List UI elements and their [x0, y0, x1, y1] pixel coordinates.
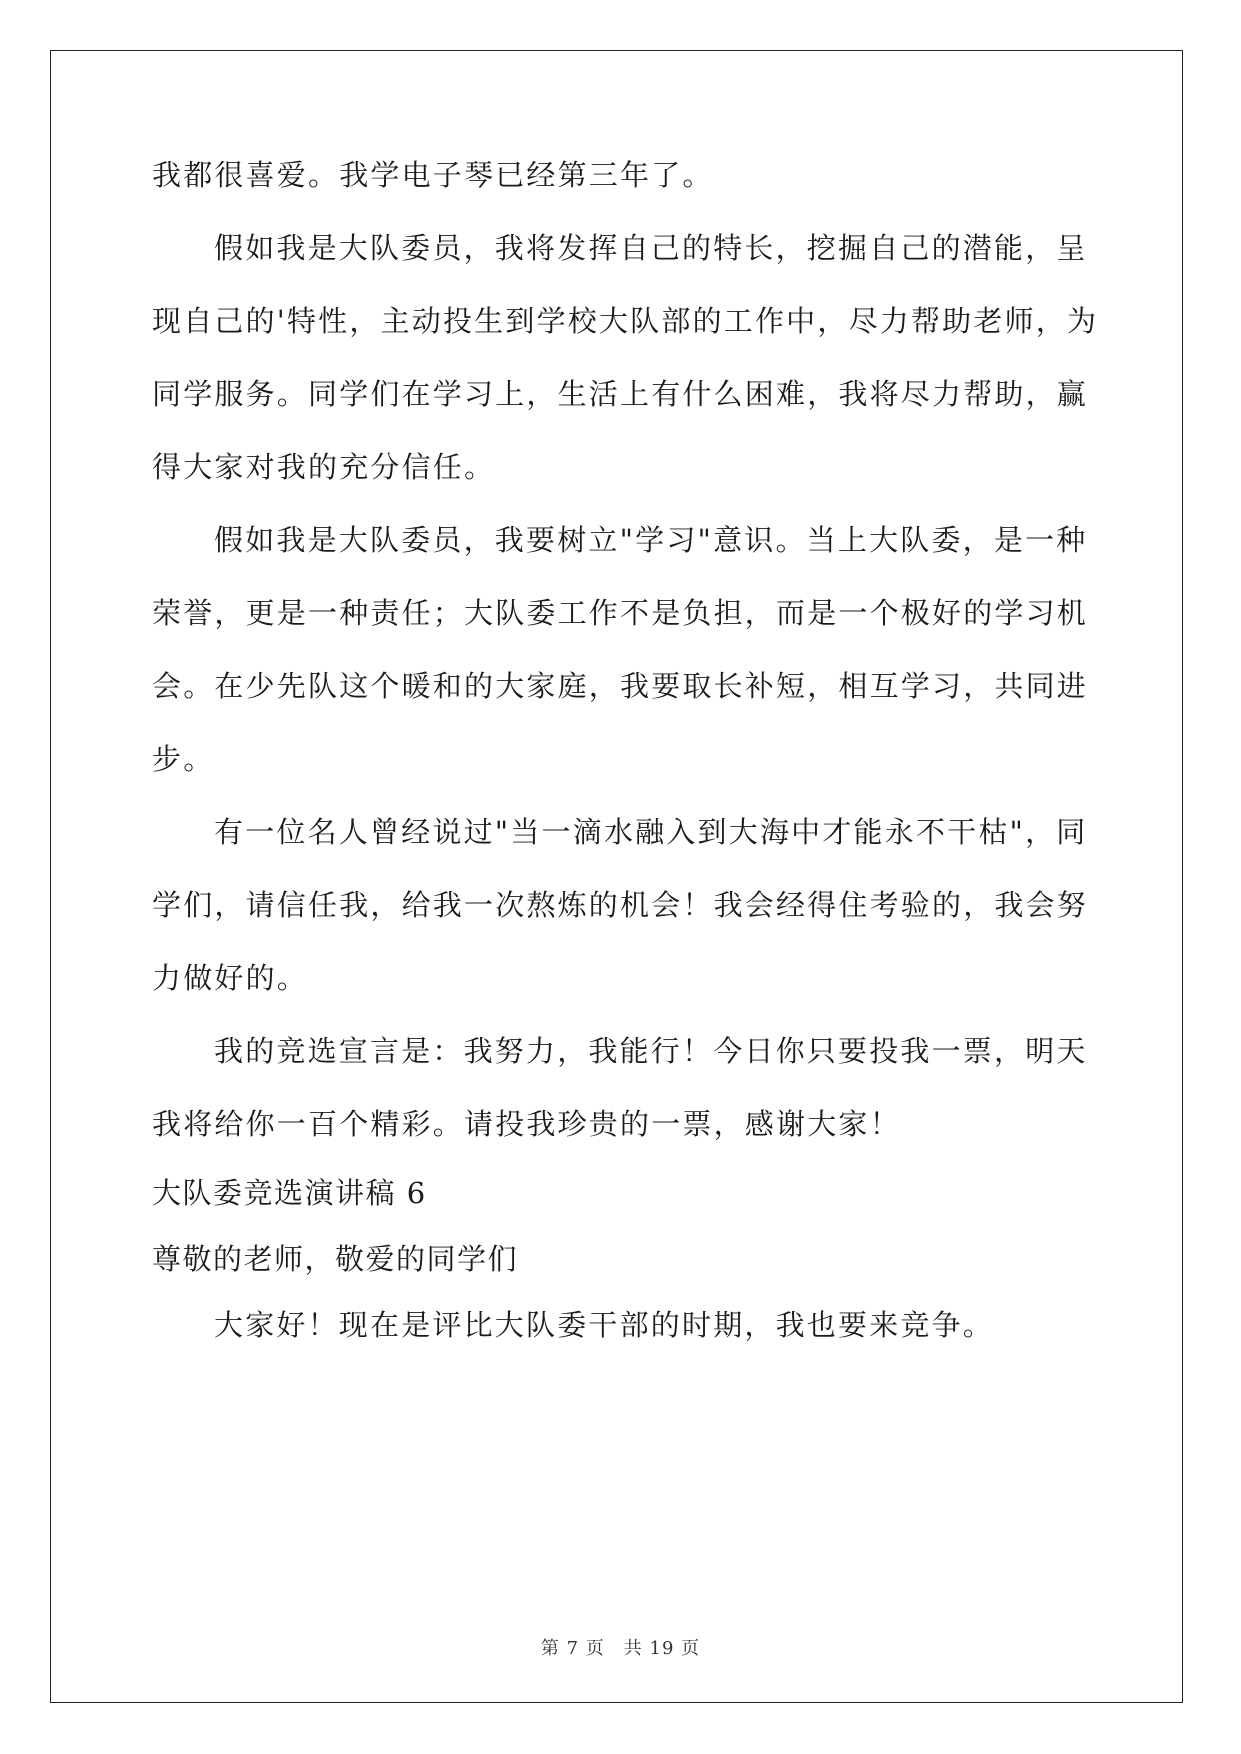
paragraph-first-line: 假如我是大队委员，我将发挥自己的特长，挖掘自己的潜能，呈: [214, 231, 1088, 265]
text-line: 会。在少先队这个暖和的大家庭，我要取长补短，相互学习，共同进: [152, 669, 1089, 703]
text-line: 得大家对我的充分信任。: [152, 450, 496, 484]
text-line: 力做好的。: [152, 961, 309, 995]
text-line: 步。: [152, 742, 215, 776]
paragraph-first-line: 有一位名人曾经说过"当一滴水融入到大海中才能永不干枯"，同: [214, 815, 1088, 849]
text-line: 学们，请信任我，给我一次熬炼的机会！我会经得住考验的，我会努: [152, 888, 1089, 922]
paragraph-first-line: 我的竞选宣言是：我努力，我能行！今日你只要投我一票，明天: [214, 1034, 1088, 1068]
page-number: 第 7 页 共 19 页: [540, 1638, 701, 1659]
page-border: [50, 50, 1183, 1703]
paragraph-first-line: 假如我是大队委员，我要树立"学习"意识。当上大队委，是一种: [214, 523, 1088, 557]
paragraph-first-line: 大家好！现在是评比大队委干部的时期，我也要来竞争。: [214, 1308, 995, 1342]
section-heading: 大队委竞选演讲稿 6: [152, 1176, 427, 1210]
text-line: 荣誉，更是一种责任；大队委工作不是负担，而是一个极好的学习机: [152, 596, 1089, 630]
text-line: 我将给你一百个精彩。请投我珍贵的一票，感谢大家！: [152, 1107, 901, 1141]
salutation: 尊敬的老师，敬爱的同学们: [152, 1242, 519, 1276]
text-line: 同学服务。同学们在学习上，生活上有什么困难，我将尽力帮助，赢: [152, 377, 1089, 411]
text-line: 我都很喜爱。我学电子琴已经第三年了。: [152, 158, 714, 192]
text-line: 现自己的'特性，主动投生到学校大队部的工作中，尽力帮助老师，为: [152, 304, 1099, 338]
